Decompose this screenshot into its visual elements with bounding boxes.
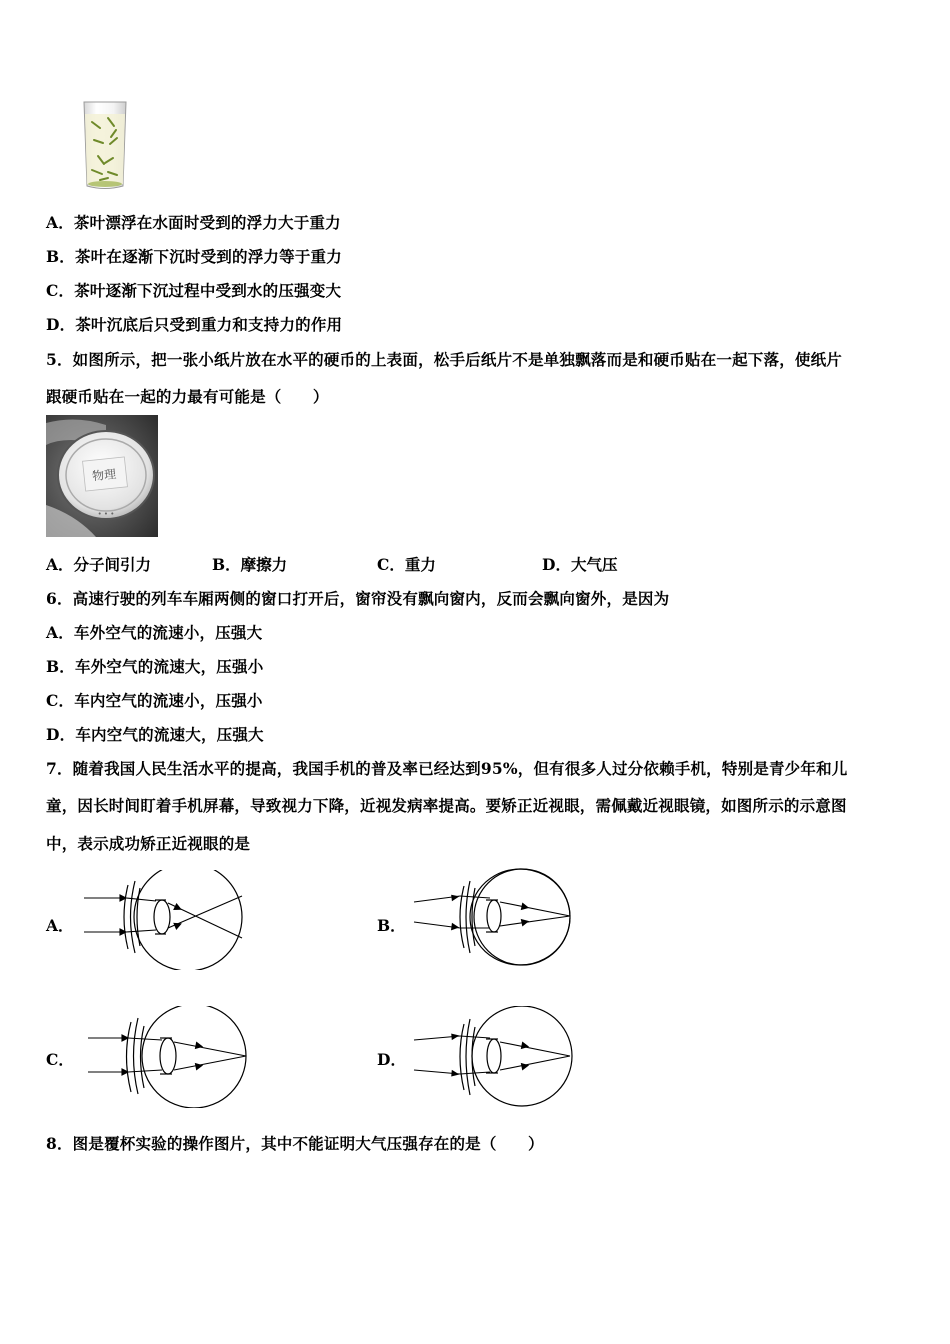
eye-diagram-a — [80, 870, 250, 970]
q7-label-b: B． — [377, 916, 406, 935]
q4-option-a: A．茶叶漂浮在水面时受到的浮力大于重力 — [46, 213, 341, 232]
q5-option-c: C．重力 — [377, 555, 436, 574]
q7-label-c: C． — [46, 1050, 74, 1069]
coin-photo-image — [46, 415, 158, 537]
q4-option-c: C．茶叶逐渐下沉过程中受到水的压强变大 — [46, 281, 342, 300]
q4-option-d: D．茶叶沉底后只受到重力和支持力的作用 — [46, 315, 343, 334]
q6-option-d: D．车内空气的流速大，压强大 — [46, 725, 264, 744]
q4-option-b: B．茶叶在逐渐下沉时受到的浮力等于重力 — [46, 247, 342, 266]
q6-stem: 6．高速行驶的列车车厢两侧的窗口打开后，窗帘没有飘向窗内，反而会飘向窗外，是因为 — [46, 589, 670, 608]
q7-stem-line3: 中，表示成功矫正近视眼的是 — [46, 834, 251, 853]
q7-stem-line2: 童，因长时间盯着手机屏幕，导致视力下降，近视发病率提高。要矫正近视眼，需佩戴近视眼镜，如图所示的示意图 — [46, 796, 847, 815]
eye-diagram-b — [410, 868, 580, 968]
q6-option-b: B．车外空气的流速大，压强小 — [46, 657, 264, 676]
eye-diagram-d — [410, 1006, 580, 1108]
q7-label-a: A． — [46, 916, 74, 935]
q8-stem: 8．图是覆杯实验的操作图片，其中不能证明大气压强存在的是（ ） — [46, 1134, 544, 1153]
q7-stem-line1: 7．随着我国人民生活水平的提高，我国手机的普及率已经达到95%，但有很多人过分依赖手机，特别是青少年和儿 — [46, 759, 848, 778]
q5-stem-line1: 5．如图所示，把一张小纸片放在水平的硬币的上表面，松手后纸片不是单独飘落而是和硬币贴在一起下落，使纸片 — [46, 350, 842, 369]
q5-option-b: B．摩擦力 — [212, 555, 288, 574]
q5-option-d: D．大气压 — [542, 555, 618, 574]
q7-label-d: D． — [377, 1050, 406, 1069]
eye-diagram-c — [84, 1006, 254, 1108]
q6-option-c: C．车内空气的流速小，压强小 — [46, 691, 263, 710]
q5-stem-line2: 跟硬币贴在一起的力最有可能是（ ） — [46, 387, 329, 406]
coin-paper-text: 物理 — [91, 466, 117, 484]
q5-option-a: A．分子间引力 — [46, 555, 152, 574]
tea-glass-image — [80, 100, 130, 192]
svg-text:• • •: • • • — [97, 510, 115, 518]
q6-option-a: A．车外空气的流速小，压强大 — [46, 623, 263, 642]
